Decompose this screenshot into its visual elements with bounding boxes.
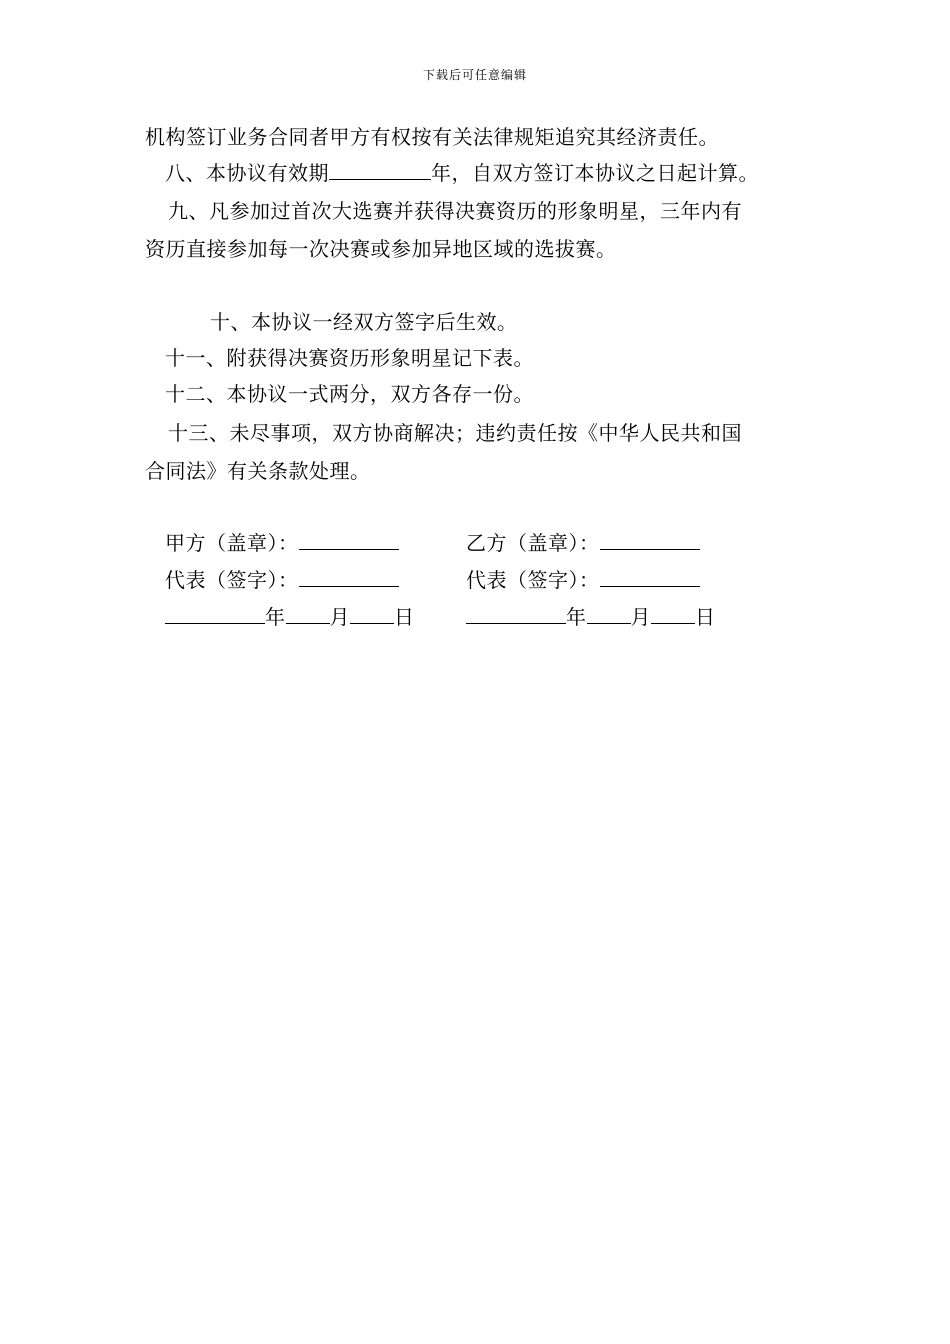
party-a-day-blank xyxy=(350,603,394,624)
clause-8-suffix: 年，自双方签订本协议之日起计算。 xyxy=(431,161,759,185)
clause-13-line-1: 十三、未尽事项，双方协商解决；违约责任按《中华人民共和国 xyxy=(168,421,742,445)
clause-9-line-1: 九、凡参加过首次大选赛并获得决赛资历的形象明星，三年内有 xyxy=(168,199,742,223)
day-label: 日 xyxy=(394,605,415,629)
year-label: 年 xyxy=(265,605,286,629)
party-a-month-blank xyxy=(286,603,330,624)
header-note: 下载后可任意编辑 xyxy=(422,68,527,82)
party-a-rep-blank xyxy=(299,566,399,587)
party-a-seal-label: 甲方（盖章）： xyxy=(165,531,299,555)
party-b-seal-blank xyxy=(600,529,700,550)
party-b-seal-line xyxy=(466,529,700,556)
party-a-seal-blank xyxy=(299,529,399,550)
month-label: 月 xyxy=(329,605,350,629)
party-b-date-line xyxy=(466,603,716,630)
party-b-day-blank xyxy=(651,603,695,624)
clause-13-line-2: 合同法》有关条款处理。 xyxy=(145,459,371,483)
clause-8 xyxy=(165,159,759,186)
party-a-year-blank xyxy=(165,603,265,624)
party-b-seal-label: 乙方（盖章）： xyxy=(466,531,600,555)
party-b-year-blank xyxy=(466,603,566,624)
party-a-rep-label: 代表（签字）： xyxy=(165,568,299,592)
clause-9-line-2: 资历直接参加每一次决赛或参加异地区域的选拔赛。 xyxy=(145,237,617,261)
validity-years-blank xyxy=(329,159,431,180)
clause-8-prefix: 八、本协议有效期 xyxy=(165,161,329,185)
party-b-rep-label: 代表（签字）： xyxy=(466,568,600,592)
party-b-month-blank xyxy=(587,603,631,624)
party-b-rep-blank xyxy=(600,566,700,587)
party-a-rep-line xyxy=(165,566,399,593)
clause-12: 十二、本协议一式两分，双方各存一份。 xyxy=(165,382,534,406)
clause-10: 十、本协议一经双方签字后生效。 xyxy=(210,310,518,334)
party-a-date-line xyxy=(165,603,415,630)
paragraph-line: 机构签订业务合同者甲方有权按有关法律规矩追究其经济责任。 xyxy=(145,125,719,149)
party-b-rep-line xyxy=(466,566,700,593)
clause-11: 十一、附获得决赛资历形象明星记下表。 xyxy=(165,346,534,370)
day-label: 日 xyxy=(695,605,716,629)
party-a-seal-line xyxy=(165,529,399,556)
month-label: 月 xyxy=(630,605,651,629)
year-label: 年 xyxy=(566,605,587,629)
